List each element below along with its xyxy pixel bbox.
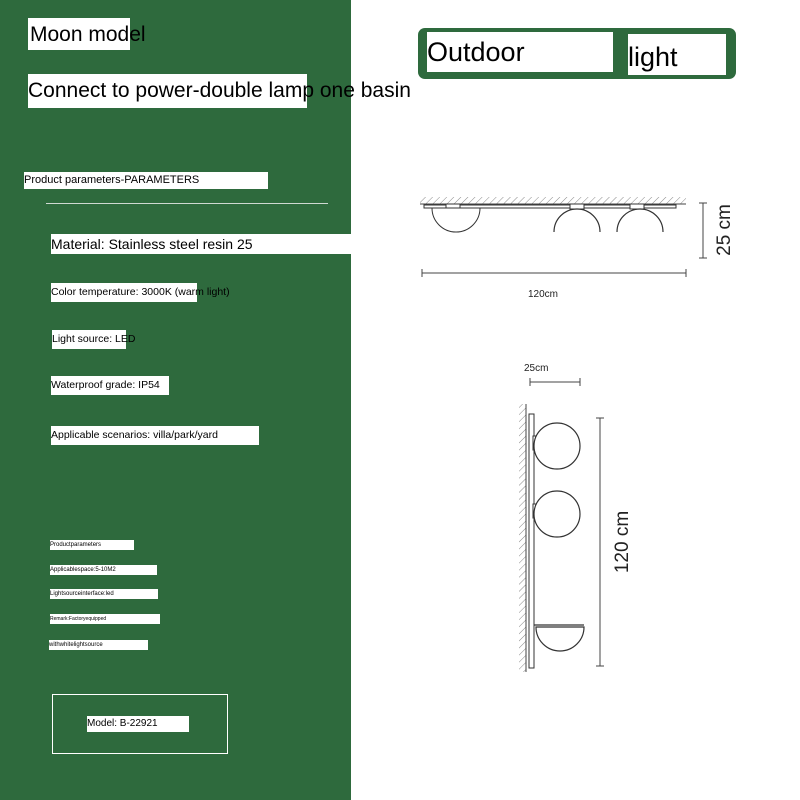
globe-2	[534, 491, 580, 537]
ceiling-hatch	[420, 197, 686, 204]
outdoor-label: Outdoor	[427, 32, 613, 72]
globe-shade-2	[554, 209, 600, 232]
top-view	[420, 197, 735, 300]
model-number: Model: B-22921	[87, 716, 189, 732]
wall-hatch	[519, 404, 526, 672]
mount-block-3	[630, 204, 644, 209]
bowl-shade	[536, 627, 584, 651]
dimension-drawing	[351, 0, 800, 800]
depth-label: 25cm	[524, 363, 549, 374]
small-param-1: Productparameters	[50, 540, 134, 550]
globe-shade-3	[617, 209, 663, 232]
spec-scenarios: Applicable scenarios: villa/park/yard	[51, 426, 259, 445]
side-view	[519, 363, 633, 672]
spec-color-temperature: Color temperature: 3000K (warm light)	[51, 283, 197, 302]
width-label: 120cm	[528, 289, 559, 300]
small-param-3: Lightsourceinterface:led	[50, 589, 158, 599]
left-green-panel	[0, 0, 351, 800]
vertical-rail	[529, 414, 534, 668]
product-subtitle: Connect to power-double lamp one basin	[28, 74, 307, 108]
spec-waterproof: Waterproof grade: IP54	[51, 376, 169, 395]
product-title: Moon model	[28, 18, 130, 50]
light-label: light	[628, 34, 726, 75]
mount-block-2	[570, 204, 584, 209]
height-label: 25 cm	[714, 204, 735, 256]
spec-light-source: Light source: LED	[52, 330, 126, 349]
divider	[46, 203, 328, 204]
half-globe-shade	[432, 208, 480, 232]
globe-1	[534, 423, 580, 469]
parameters-heading: Product parameters-PARAMETERS	[24, 172, 268, 189]
small-param-5: withwhitelightsource	[49, 640, 148, 650]
small-param-2: Applicablespace:5-10M2	[50, 565, 157, 575]
small-param-4: Remark:Factoryequipped	[50, 614, 160, 624]
side-height-label: 120 cm	[612, 510, 633, 574]
spec-material: Material: Stainless steel resin 25	[51, 234, 351, 254]
